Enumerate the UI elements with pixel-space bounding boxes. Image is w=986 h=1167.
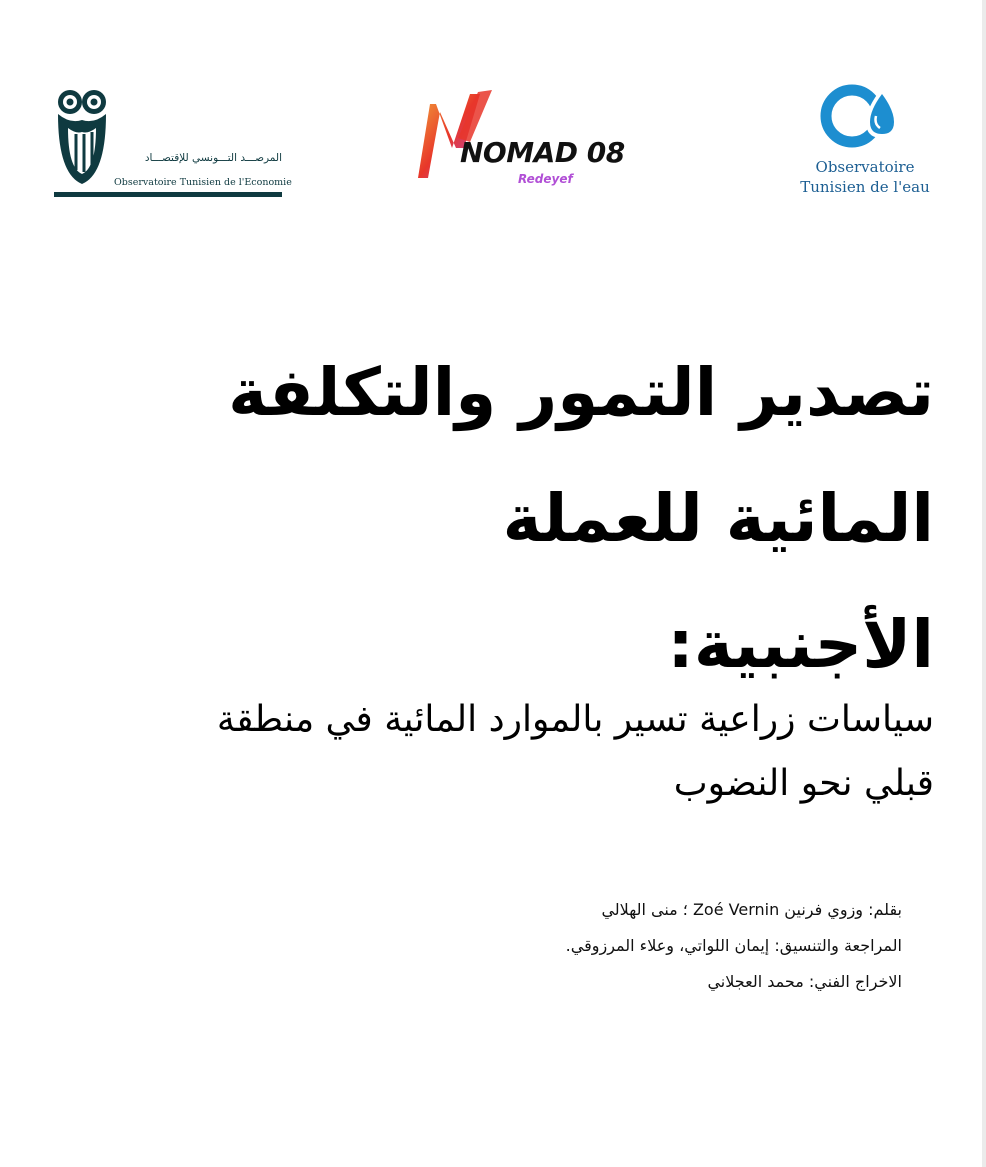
nomad-logo (400, 86, 640, 196)
credits (382, 892, 902, 1000)
nomad-name: NOMAD 08 (460, 136, 625, 169)
ote-arabic-name: المرصـــد التـــونسي للإقتصـــاد (144, 152, 282, 164)
subtitle-line-2: قبلي نحو النضوب (673, 763, 934, 804)
ote-french-name: Observatoire Tunisien de l'Economie (114, 177, 292, 188)
nomad-subtitle: Redeyef (518, 172, 573, 186)
credits-design: الاخراج الفني: محمد العجلاني (707, 972, 902, 991)
title-line-1: تصدير التمور والتكلفة (228, 354, 934, 431)
logo-row (0, 78, 986, 208)
document-title (134, 330, 934, 708)
credits-review: المراجعة والتنسيق: إيمان اللواتي، وعلاء المرزوقي. (565, 936, 902, 955)
ote-eau-line2: Tunisien de l'eau (800, 178, 930, 196)
ote-logo (54, 84, 292, 196)
document-subtitle (114, 688, 934, 816)
subtitle-line-1: سياسات زراعية تسير بالموارد المائية في منطقة (216, 699, 934, 740)
credits-authors: بقلم: وزوي فرنين Zoé Vernin ؛ منى الهلالي (601, 900, 902, 919)
water-drop-icon (790, 80, 940, 156)
ote-eau-line1: Observatoire (815, 158, 915, 176)
owl-logo-icon (54, 84, 114, 192)
ote-eau-logo (790, 80, 950, 200)
title-line-2: المائية للعملة (502, 480, 934, 557)
ote-logo-bar (54, 192, 282, 197)
title-line-3: الأجنبية: (667, 606, 934, 683)
